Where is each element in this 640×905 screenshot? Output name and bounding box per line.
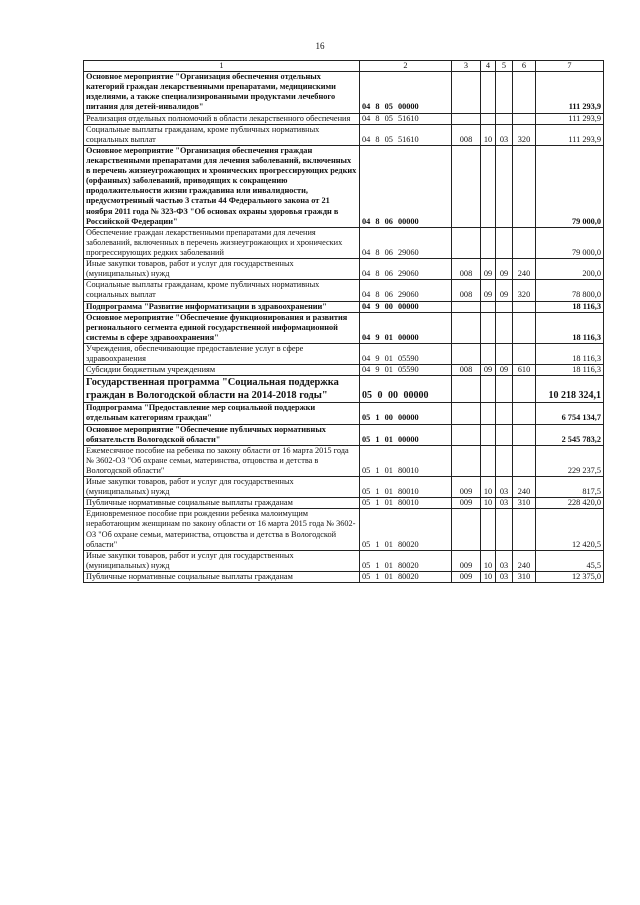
amount: 18 116,3 [536,312,604,343]
table-row [84,227,604,258]
section-code [481,113,496,124]
target-article-code: 04 8 05 51610 [360,124,452,145]
subsection-code: 09 [496,280,513,301]
amount: 200,0 [536,259,604,280]
row-name: Публичные нормативные социальные выплаты гражданам [84,572,360,583]
row-name: Основное мероприятие "Обеспечение функционирования и развития регионального сегмента единой государственной информационной системы в сфере здравоохранения" [84,312,360,343]
department-code [452,145,481,227]
amount: 78 800,0 [536,280,604,301]
expense-type-code: 240 [513,550,536,571]
row-name: Единовременное пособие при рождении ребенка малоимущим неработающим женщинам по закону области от 16 марта 2015 года № 3602-ОЗ "Об охране семьи, материнства, отцовства и детства в Вологодской области" [84,509,360,550]
section-code [481,376,496,403]
row-name: Ежемесячное пособие на ребенка по закону области от 16 марта 2015 года № 3602-ОЗ "Об охране семьи, материнства, отцовства и детства в Вологодской области" [84,445,360,476]
subsection-code: 03 [496,572,513,583]
row-name: Основное мероприятие "Обеспечение публичных нормативных обязательств Вологодской области" [84,424,360,445]
expense-type-code [513,424,536,445]
amount: 228 420,0 [536,498,604,509]
column-header: 7 [536,61,604,72]
page-number: 16 [315,41,325,51]
department-code: 009 [452,477,481,498]
subsection-code [496,376,513,403]
table-row [84,312,604,343]
section-code [481,301,496,312]
amount: 18 116,3 [536,365,604,376]
table-row [84,365,604,376]
subsection-code [496,72,513,113]
subsection-code [496,445,513,476]
amount: 111 293,9 [536,124,604,145]
section-code [481,227,496,258]
section-code [481,72,496,113]
column-header: 2 [360,61,452,72]
department-code: 009 [452,498,481,509]
target-article-code: 04 8 05 00000 [360,72,452,113]
amount: 111 293,9 [536,72,604,113]
department-code [452,301,481,312]
subsection-code: 03 [496,477,513,498]
expense-type-code [513,445,536,476]
table-row [84,509,604,550]
table-row [84,403,604,424]
row-name: Иные закупки товаров, работ и услуг для государственных (муниципальных) нужд [84,259,360,280]
column-header: 6 [513,61,536,72]
section-code [481,145,496,227]
section-code: 09 [481,280,496,301]
table-row [84,259,604,280]
row-name: Публичные нормативные социальные выплаты гражданам [84,498,360,509]
department-code [452,72,481,113]
amount: 6 754 134,7 [536,403,604,424]
subsection-code [496,301,513,312]
target-article-code: 05 1 01 80010 [360,477,452,498]
department-code [452,312,481,343]
row-name: Основное мероприятие "Организация обеспечения граждан лекарственными препаратами для лечения заболеваний, включенных в перечень жизнеугрожающих и хронических прогрессирующих редких (орфанных) заболеваний, приводящих к сокращению продолжительности жизни граждавина или инвалидности, предусмотренный частью 3 статьи 44 Федерального закона от 21 ноября 2011 года № 323-ФЗ "Об основах охраны здоровья граждн в Российской Федерации" [84,145,360,227]
table-row [84,124,604,145]
subsection-code: 03 [496,498,513,509]
expense-type-code [513,403,536,424]
department-code: 009 [452,572,481,583]
amount: 12 375,0 [536,572,604,583]
row-name: Иные закупки товаров, работ и услуг для государственных (муниципальных) нужд [84,477,360,498]
table-row [84,280,604,301]
table-row [84,477,604,498]
expense-type-code [513,376,536,403]
section-code: 09 [481,365,496,376]
subsection-code: 03 [496,124,513,145]
row-name: Иные закупки товаров, работ и услуг для государственных (муниципальных) нужд [84,550,360,571]
target-article-code: 04 9 01 05590 [360,343,452,364]
expense-type-code [513,312,536,343]
target-article-code: 05 1 01 80020 [360,509,452,550]
department-code [452,403,481,424]
row-name: Обеспечение граждан лекарственными препаратами для лечения заболеваний, включенных в перечень жизнеугрожающих и хронических прогрессирующих редких заболеваний [84,227,360,258]
department-code: 008 [452,365,481,376]
target-article-code: 04 9 01 00000 [360,312,452,343]
target-article-code: 04 8 06 29060 [360,280,452,301]
table-row [84,445,604,476]
target-article-code: 04 9 01 05590 [360,365,452,376]
table-row [84,301,604,312]
target-article-code: 04 8 05 51610 [360,113,452,124]
section-code [481,312,496,343]
amount: 18 116,3 [536,343,604,364]
expense-type-code: 240 [513,259,536,280]
table-row [84,550,604,571]
table-row [84,572,604,583]
amount: 817,5 [536,477,604,498]
amount: 18 116,3 [536,301,604,312]
department-code [452,445,481,476]
column-header: 3 [452,61,481,72]
section-code: 10 [481,572,496,583]
expense-type-code [513,227,536,258]
row-name: Подпрограмма "Развитие информатизации в здравоохранении" [84,301,360,312]
amount: 10 218 324,1 [536,376,604,403]
expense-type-code: 320 [513,124,536,145]
section-code: 10 [481,550,496,571]
table-row [84,113,604,124]
row-name: Основное мероприятие "Организация обеспечения отдельных категорий граждан лекарственными препаратами, медицинскими изделиями, а также специализированными продуктами лечебного питания для детей-инвалидов" [84,72,360,113]
target-article-code: 05 1 01 80020 [360,572,452,583]
subsection-code [496,312,513,343]
expense-type-code [513,301,536,312]
row-name: Социальные выплаты гражданам, кроме публичных нормативных социальных выплат [84,124,360,145]
target-article-code: 05 1 01 00000 [360,424,452,445]
section-code: 09 [481,259,496,280]
target-article-code: 04 8 06 00000 [360,145,452,227]
department-code: 008 [452,259,481,280]
section-code: 10 [481,498,496,509]
subsection-code [496,343,513,364]
subsection-code: 03 [496,550,513,571]
expense-type-code [513,509,536,550]
department-code: 008 [452,280,481,301]
column-header-row [84,61,604,72]
department-code [452,343,481,364]
table-body [84,72,604,583]
amount: 12 420,5 [536,509,604,550]
section-code: 10 [481,477,496,498]
amount: 45,5 [536,550,604,571]
expense-type-code [513,72,536,113]
amount: 79 000,0 [536,227,604,258]
row-name: Реализация отдельных полномочий в области лекарственного обеспечения [84,113,360,124]
department-code [452,424,481,445]
table-row [84,145,604,227]
table-row [84,424,604,445]
expense-type-code: 310 [513,572,536,583]
expense-type-code [513,113,536,124]
amount: 2 545 783,2 [536,424,604,445]
expense-type-code [513,343,536,364]
column-header: 5 [496,61,513,72]
subsection-code [496,113,513,124]
department-code: 008 [452,124,481,145]
amount: 111 293,9 [536,113,604,124]
subsection-code [496,145,513,227]
target-article-code: 04 9 00 00000 [360,301,452,312]
table-row [84,343,604,364]
table-row [84,376,604,403]
expense-type-code: 320 [513,280,536,301]
expense-type-code: 610 [513,365,536,376]
target-article-code: 04 8 06 29060 [360,259,452,280]
amount: 79 000,0 [536,145,604,227]
section-code [481,343,496,364]
section-code [481,424,496,445]
subsection-code [496,424,513,445]
subsection-code [496,227,513,258]
amount: 229 237,5 [536,445,604,476]
department-code: 009 [452,550,481,571]
target-article-code: 05 0 00 00000 [360,376,452,403]
target-article-code: 05 1 00 00000 [360,403,452,424]
section-code: 10 [481,124,496,145]
subsection-code [496,509,513,550]
expense-type-code: 240 [513,477,536,498]
row-name: Подпрограмма "Предоставление мер социальной поддержки отдельным категориям граждан" [84,403,360,424]
table-row [84,72,604,113]
row-name: Социальные выплаты гражданам, кроме публичных нормативных социальных выплат [84,280,360,301]
column-header: 1 [84,61,360,72]
subsection-code: 09 [496,259,513,280]
target-article-code: 05 1 01 80010 [360,498,452,509]
column-header: 4 [481,61,496,72]
section-code [481,403,496,424]
target-article-code: 05 1 01 80020 [360,550,452,571]
table-row [84,498,604,509]
target-article-code: 05 1 01 80010 [360,445,452,476]
row-name: Учреждения, обеспечивающие предоставление услуг в сфере здравоохранения [84,343,360,364]
section-code [481,509,496,550]
section-code [481,445,496,476]
row-name: Государственная программа "Социальная поддержка граждан в Вологодской области на 2014-2018 годы" [84,376,360,403]
subsection-code [496,403,513,424]
expense-type-code: 310 [513,498,536,509]
department-code [452,376,481,403]
budget-table [83,60,604,583]
department-code [452,113,481,124]
subsection-code: 09 [496,365,513,376]
department-code [452,227,481,258]
target-article-code: 04 8 06 29060 [360,227,452,258]
expense-type-code [513,145,536,227]
department-code [452,509,481,550]
row-name: Субсидии бюджетным учреждениям [84,365,360,376]
